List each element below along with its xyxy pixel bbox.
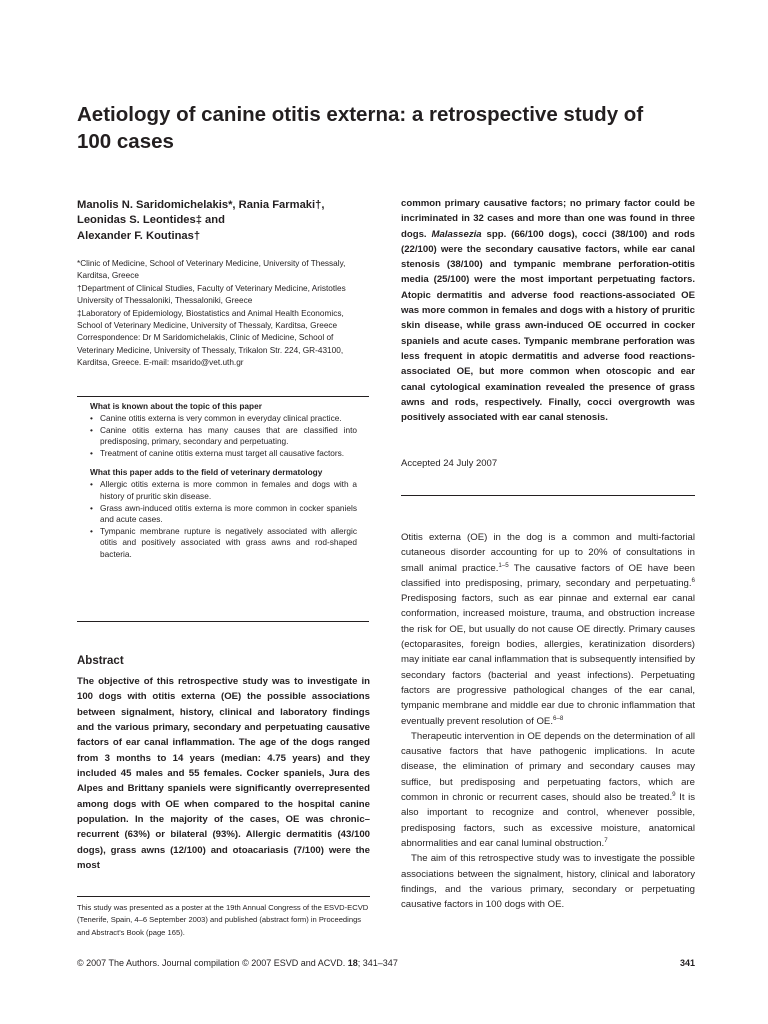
paragraph: [401, 729, 695, 851]
copyright: [77, 958, 398, 968]
accepted-date: Accepted 24 July 2007: [401, 458, 498, 469]
list-item: • Canine otitis externa is very common in everyday clinical practice.: [90, 413, 357, 425]
citation: 7: [604, 836, 608, 844]
text-segment: Therapeutic intervention in OE depends on the determination of all causative factors that have pathogenic implications. In acute disease, the elimination of primary and secondary causes may suffice, but predisposing and perpetuating factors, which are common in chronic or recurrent cases, should also be treated.: [401, 730, 695, 804]
correspondence: Correspondence: Dr M Saridomichelakis, Clinic of Medicine, School of Veterinary Medicine, University of Thessaly, Trikalon Str. 224, GR-43100, Karditsa, Greece. E-mail: msarido@vet.uth.gr: [77, 333, 344, 368]
known-heading: What is known about the topic of this paper: [90, 401, 262, 411]
article-title: Aetiology of canine otitis externa: a retrospective study of 100 cases: [77, 103, 644, 153]
abstract-italic-term: Malassezia: [431, 228, 482, 240]
adds-list: [90, 479, 357, 560]
author-line: Manolis N. Saridomichelakis*, Rania Farmaki†,: [77, 199, 325, 211]
affiliations: [77, 258, 367, 370]
introduction: [401, 530, 695, 912]
key-points-box: [77, 396, 369, 622]
abstract-heading: Abstract: [77, 655, 124, 667]
text-segment: It is also important to recognize and control, whenever possible, predisposing factors, such as excessive moisture, anatomical abnormalities and ear canal luminal obstruction.: [401, 792, 695, 849]
abstract-text: The objective of this retrospective study was to investigate in 100 dogs with otitis externa (OE) the possible associations between signalment, history, clinical and laboratory findings and the various primary, secondary and perpetuating causative factors of ear canal inflammation. The age of the dogs ranged from 3 months to 14 years (median: 4.75 years) and they included 45 males and 55 females. Cocker spaniels, Jura des Alpes and Brittany spaniels were significantly overrepresented among dogs with OE when compared to the hospital canine population. In the majority of the cases, OE was chronic–recurrent (63%) or bilateral (93%). Allergic dermatitis (43/100 dogs), grass awns (12/100) and otoacariasis (7/100) were the most: [77, 676, 370, 872]
text-segment: Otitis externa (OE) in the dog is a common and multi-factorial cutaneous disorder accounting for up to 20% of consultations in small animal practice.: [401, 532, 695, 574]
affiliation: ‡Laboratory of Epidemiology, Biostatistics and Animal Health Economics, School of Veterinary Medicine, University of Thessaly, Karditsa, Greece: [77, 308, 344, 331]
divider: [401, 495, 695, 496]
citation: 1–5: [498, 561, 509, 569]
known-list: [90, 413, 357, 459]
volume-number: 18: [347, 958, 358, 968]
footnote: This study was presented as a poster at the 19th Annual Congress of the ESVD-ECVD (Tenerife, Spain, 4–6 September 2003) and published (abstract form) in Proceedings and Abstract's Book (page 165).: [77, 903, 369, 937]
paragraph: The aim of this retrospective study was to investigate the possible associations between the signalment, history, clinical and laboratory findings, and the various primary, secondary or perpetuating causative factors in 100 dogs with OE.: [401, 853, 695, 911]
copyright-text: © 2007 The Authors. Journal compilation © 2007 ESVD and ACVD.: [77, 958, 348, 968]
list-item: • Canine otitis externa has many causes that are classified into predisposing, primary, secondary and perpetuating.: [90, 425, 357, 448]
text-segment: The causative factors of OE have been classified into predisposing, primary, secondary and perpetuating.: [401, 562, 695, 589]
list-item: • Grass awn-induced otitis externa is more common in cocker spaniels and acute cases.: [90, 503, 357, 526]
list-item: • Treatment of canine otitis externa must target all causative factors.: [90, 448, 357, 460]
page-number: 341: [679, 958, 695, 968]
citation: 9: [672, 791, 676, 799]
paragraph: [401, 530, 695, 729]
abstract-text-continued: [401, 196, 695, 425]
divider: [77, 896, 370, 897]
affiliation: *Clinic of Medicine, School of Veterinary Medicine, University of Thessaly, Karditsa, Greece: [77, 259, 346, 281]
author-list: [77, 198, 377, 244]
adds-heading: What this paper adds to the field of veterinary dermatology: [90, 467, 323, 478]
list-item: • Allergic otitis externa is more common in females and dogs with a history of pruritic skin disease.: [90, 479, 357, 502]
text-segment: Predisposing factors, such as ear pinnae and external ear canal conformation, increased moisture, trauma, and obstruction increase the risk for OE, but usually do not cause OE directly. Primary causes (ectoparasites, foreign bodies, allergies, keratinization disorders) may initiate ear canal inflammation that is subsequently intensified by secondary factors (bacterial and yeast infections). Perpetuating factors are progressive pathological changes of the ear canal, tympanic membrane and middle ear due to chronic inflammation that eventually prevent resolution of OE.: [401, 593, 695, 727]
author-line: Leonidas S. Leontides‡ and: [77, 214, 225, 227]
page-footer: [77, 958, 695, 968]
abstract-segment: common primary causative factors; no primary factor could be incriminated in 32 cases and more than one was found in three dogs.: [401, 198, 695, 240]
citation: 6: [691, 576, 695, 584]
author-line: Alexander F. Koutinas†: [77, 229, 201, 242]
affiliation: †Department of Clinical Studies, Faculty of Veterinary Medicine, Aristotles University of Thessaloniki, Thessaloniki, Greece: [77, 283, 346, 306]
abstract-segment: spp. (66/100 dogs), cocci (38/100) and rods (22/100) were the secondary causative factors, while ear canal stenosis (38/100) and tympanic membrane perforation-otitis media (25/100) were the most important perpetuating factors. Atopic dermatitis and adverse food reactions-associated OE was more common in females and dogs with a history of pruritic skin disease, while grass awn-induced OE occurred in cocker spaniels and acute cases. Tympanic membrane perforation was less frequent in atopic dermatitis and adverse food reactions-associated OE, but more common when otoscopic and ear canal cytological examination revealed the presence of grass awns and rods, respectively. Finally, cocci overgrowth was positively associated with ear canal stenosis.: [401, 228, 696, 424]
list-item: • Tympanic membrane rupture is negatively associated with allergic otitis and positively associated with grass awns and rod-shaped bacteria.: [90, 526, 357, 561]
page-range: ; 341–347: [357, 958, 398, 968]
citation: 6–8: [553, 714, 564, 722]
